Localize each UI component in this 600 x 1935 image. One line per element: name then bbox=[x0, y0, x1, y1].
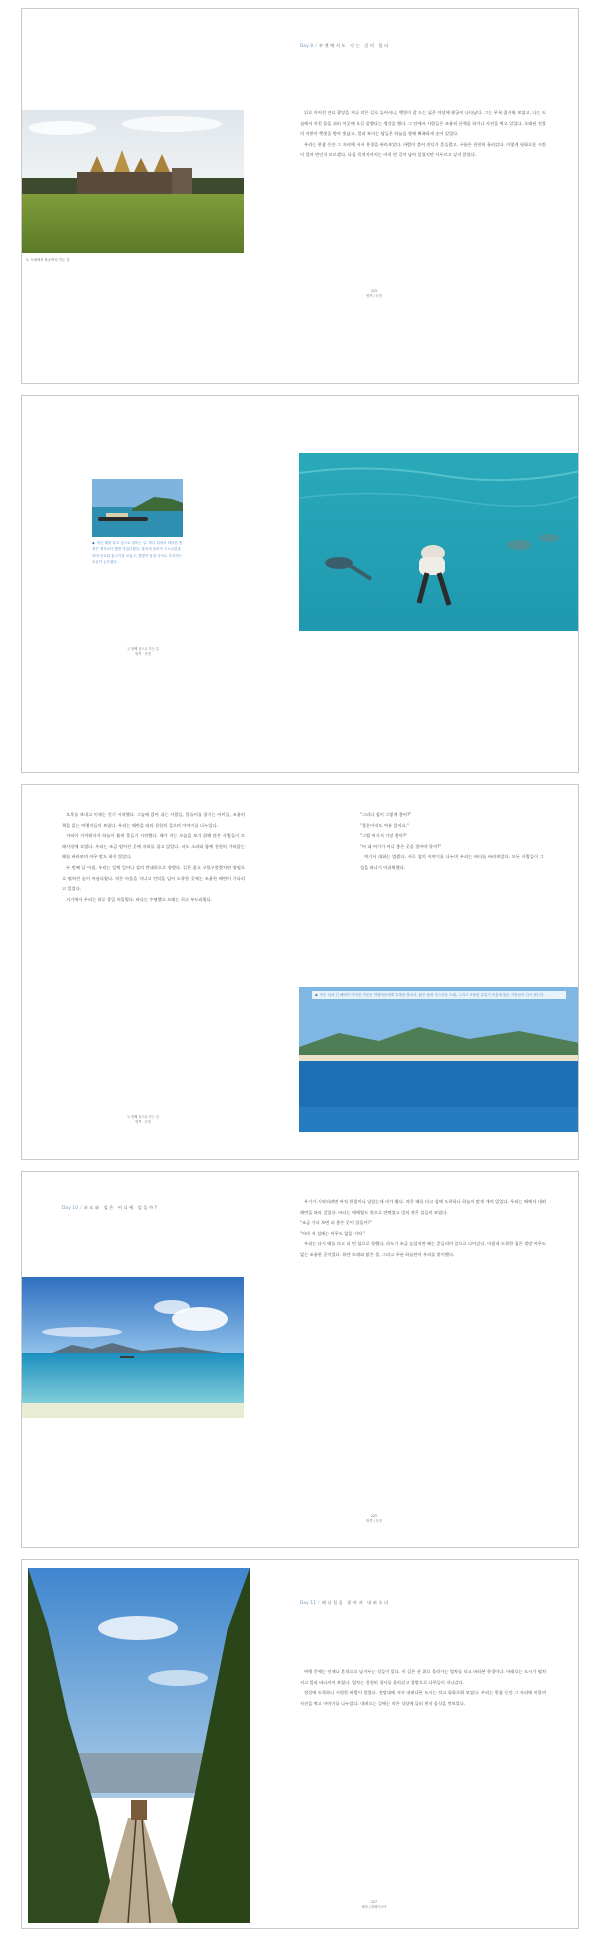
day-label: Day 11 bbox=[300, 1600, 317, 1605]
snorkeling-photo bbox=[299, 453, 579, 631]
day-label: Day 10 bbox=[62, 1205, 79, 1210]
chapter-heading: Day 11 / 페낭힐을 찾아서 내려오다 bbox=[300, 1600, 390, 1605]
beach-caption bbox=[312, 991, 566, 999]
snorkel-caption bbox=[92, 540, 184, 566]
running-footer: 두 번째 섬으로 가는 길 bbox=[127, 1115, 159, 1119]
dialog-line: "조금 가다 보면 더 좋은 곳이 있을까?" bbox=[300, 1221, 372, 1227]
snorkeling-photo-graphic bbox=[299, 453, 579, 631]
page-number: 223 bbox=[370, 289, 378, 293]
chapter-title: 푸켓에서도 가는 길이 멀다 bbox=[318, 43, 390, 48]
beach-island-photo bbox=[299, 987, 579, 1132]
page-folio bbox=[351, 289, 397, 299]
running-footer-sub: 방콕 · 푸켓 bbox=[135, 652, 151, 656]
boat-photo bbox=[92, 479, 183, 537]
beach-island-photo-graphic bbox=[299, 987, 579, 1132]
palace-photo bbox=[22, 110, 244, 253]
page-folio bbox=[115, 1115, 171, 1125]
paragraph: 저녁이 가까워지자 하늘이 붉게 물들기 시작했다. 해가 지는 모습을 보기 위해 많은 사람들이 모래사장에 모였다. 우리는 조금 떨어진 곳에 자리를 잡고 앉았다. 파도 소리와 함께 천천히 가라앉는 해를 바라보며 아무 말도 하지 않았다. bbox=[62, 834, 245, 861]
spread-3 bbox=[21, 784, 579, 1160]
body-text-left bbox=[62, 811, 245, 906]
body-text-right bbox=[360, 811, 544, 875]
paragraph: 정상에 도착하니 시원한 바람이 불었다. 전망대에 서서 내려다본 도시는 작고 평화로워 보였다. 우리는 한참 동안 그 자리에 머물며 사진을 찍고 이야기를 나누었다. 내려오는 길에는 작은 식당에 들러 현지 음식을 맛보았다. bbox=[300, 1691, 546, 1707]
body-text bbox=[300, 1198, 546, 1262]
hill-railway-photo bbox=[28, 1568, 250, 1923]
dialog-line: "아 네 여기가 어디 좋은 곳을 찾아야 할까?" bbox=[360, 844, 442, 850]
palace-caption: 1. 시내에서 왕궁까지 가는 길 bbox=[26, 258, 70, 262]
spread-5 bbox=[21, 1559, 579, 1929]
caption-text: 작은 섬과 긴 해변이 이어진 이곳은 여행자들에게 특별한 장소다. 맑은 물과 부드러운 모래, 그리고 조용한 분위기 덕분에 많은 사람들이 다시 찾는다. bbox=[319, 993, 545, 997]
paragraph: 뒤로 이어진 잔디 광장을 지나 작은 길로 들어서니, 햇빛이 잘 드는 넓은 마당에 왕궁이 나타났다. 그는 무척 즐거워 보였고, 나는 도심에서 지친 몸을 쉬러 이곳에 오길 잘했다는 생각을 했다. 그 안에서 사람들은 조용히 산책을 하거나 사진을 찍고 있었다. 오래된 건물의 지붕이 햇빛을 받아 빛났고, 멀리 보이는 탑들은 하늘을 향해 뾰족하게 솟아 있었다. bbox=[300, 111, 546, 138]
spread-4 bbox=[21, 1171, 579, 1548]
body-text bbox=[300, 1668, 546, 1710]
hill-railway-photo-graphic bbox=[28, 1568, 250, 1923]
paragraph: 우리는 다시 배를 타고 더 먼 섬으로 향했다. 파도가 조금 높았지만 배는 흔들리며 앞으로 나아갔다. 마침내 도착한 섬은 정말 아무도 없는 조용한 곳이었다. 하얀 모래와 맑은 물, 그리고 푸른 하늘만이 우리를 맞이했다. bbox=[300, 1242, 546, 1258]
bullet-icon: ◆ bbox=[315, 993, 318, 997]
paragraph: 오후를 보내고 이제는 걷기 시작했다. 그늘에 앉아 쉬는 사람들, 물놀이를 즐기는 아이들, 조용히 책을 읽는 여행자들이 보였다. 우리는 해변을 따라 천천히 걸으며 이야기를 나누었다. bbox=[62, 813, 245, 829]
tropical-sea-photo bbox=[22, 1277, 244, 1418]
paragraph: 우리는 한참 동안 그 자리에 서서 풍경을 바라보았다. 바람이 불어 잔디가 흔들렸고, 구름은 천천히 흘러갔다. 이렇게 평화로운 시간이 얼마 만인지 모르겠다. 다음 목적지까지는 아직 먼 길이 남아 있었지만 서두르고 싶지 않았다. bbox=[300, 142, 546, 159]
chapter-title: 파도와 섬은 어디에 있을까? bbox=[83, 1205, 159, 1210]
paragraph: 거기에서 우리는 하루 종일 머물렀다. 바다는 투명했고 모래는 희고 부드러웠다. bbox=[66, 897, 213, 903]
dialog-line: "아마 저 섬에는 아무도 없을 거야." bbox=[300, 1231, 366, 1237]
running-footer-sub: 방콕 · 푸켓 bbox=[135, 1120, 151, 1124]
paragraph: 여기서 대화는 멈췄다. 서로 섬의 이야기를 나누며 우리는 바다를 바라보았다. 모든 사람들이 그 섬을 떠나기 아쉬워했다. bbox=[360, 855, 544, 871]
running-footer: 방콕 / 푸켓 bbox=[366, 1519, 382, 1523]
page-folio bbox=[351, 1514, 397, 1524]
paragraph: 두 번째 날 아침, 우리는 일찍 일어나 섬의 반대편으로 향했다. 길은 좁고 구불구불했지만 양옆으로 펼쳐진 숲이 아름다웠다. 작은 마을을 지나고 언덕을 넘어 도착한 곳에는 조용한 해변이 기다리고 있었다. bbox=[62, 865, 245, 893]
running-footer: 페낭 / 말레이시아 bbox=[361, 1905, 387, 1909]
chapter-title: 페낭힐을 찾아서 내려오다 bbox=[321, 1600, 390, 1605]
spread-1 bbox=[21, 8, 579, 384]
dialog-line: "그리다 섬이 그렇게 좋아?" bbox=[360, 813, 412, 818]
bullet-icon: ◆ bbox=[92, 541, 95, 545]
spread-2 bbox=[21, 395, 579, 773]
body-text bbox=[300, 109, 546, 162]
page-folio bbox=[345, 1900, 403, 1910]
boat-photo-graphic bbox=[92, 479, 183, 537]
chapter-heading: Day 8 / 푸켓에서도 가는 길이 멀다 bbox=[300, 43, 390, 48]
dialog-line: "그럼 여기서 가장 좋아?" bbox=[360, 834, 408, 840]
paragraph: 우기가 시작되려면 아직 한참이나 남았는데 비가 왔다. 작은 배를 타고 섬에 도착하니 하늘이 맑게 개어 있었다. 우리는 배에서 내려 해변을 따라 걸었다. 바다는 에메랄드 빛으로 반짝였고 멀리 작은 섬들이 보였다. bbox=[300, 1200, 546, 1216]
chapter-heading: Day 10 / 파도와 섬은 어디에 있을까? bbox=[62, 1205, 159, 1210]
page-folio bbox=[115, 647, 171, 657]
dialog-line: "물론이지도 여유 있어요." bbox=[360, 823, 410, 829]
paragraph: 여행 중에는 언제나 흔적으로 남겨두는 것들이 있다. 이 길은 산 위로 올라가는 열차를 타고 바라본 풍경이다. 아래로는 도시가 펼쳐지고 멀리 바다까지 보였다. 열차는 천천히 경사를 올라갔고 창밖으로 나무들이 지나갔다. bbox=[300, 1670, 546, 1686]
day-label: Day 8 bbox=[300, 43, 314, 48]
tropical-sea-photo-graphic bbox=[22, 1277, 244, 1418]
palace-photo-graphic bbox=[22, 110, 244, 253]
running-footer: 두 번째 섬으로 가는 길 bbox=[127, 647, 159, 651]
page-number: 225 bbox=[370, 1514, 378, 1518]
running-footer: 방콕 / 푸켓 bbox=[366, 294, 382, 298]
caption-text: 작은 배를 타고 섬으로 향하는 길. 바다 위에서 바라본 풍경은 생각보다 훨씬 아름다웠다. 물속에 들어가 스노클링을 하며 산호와 물고기를 보았고, 햇빛이 물결 사이로 부서지는 모습이 눈부셨다. bbox=[92, 541, 183, 565]
page-number: 227 bbox=[370, 1900, 378, 1904]
